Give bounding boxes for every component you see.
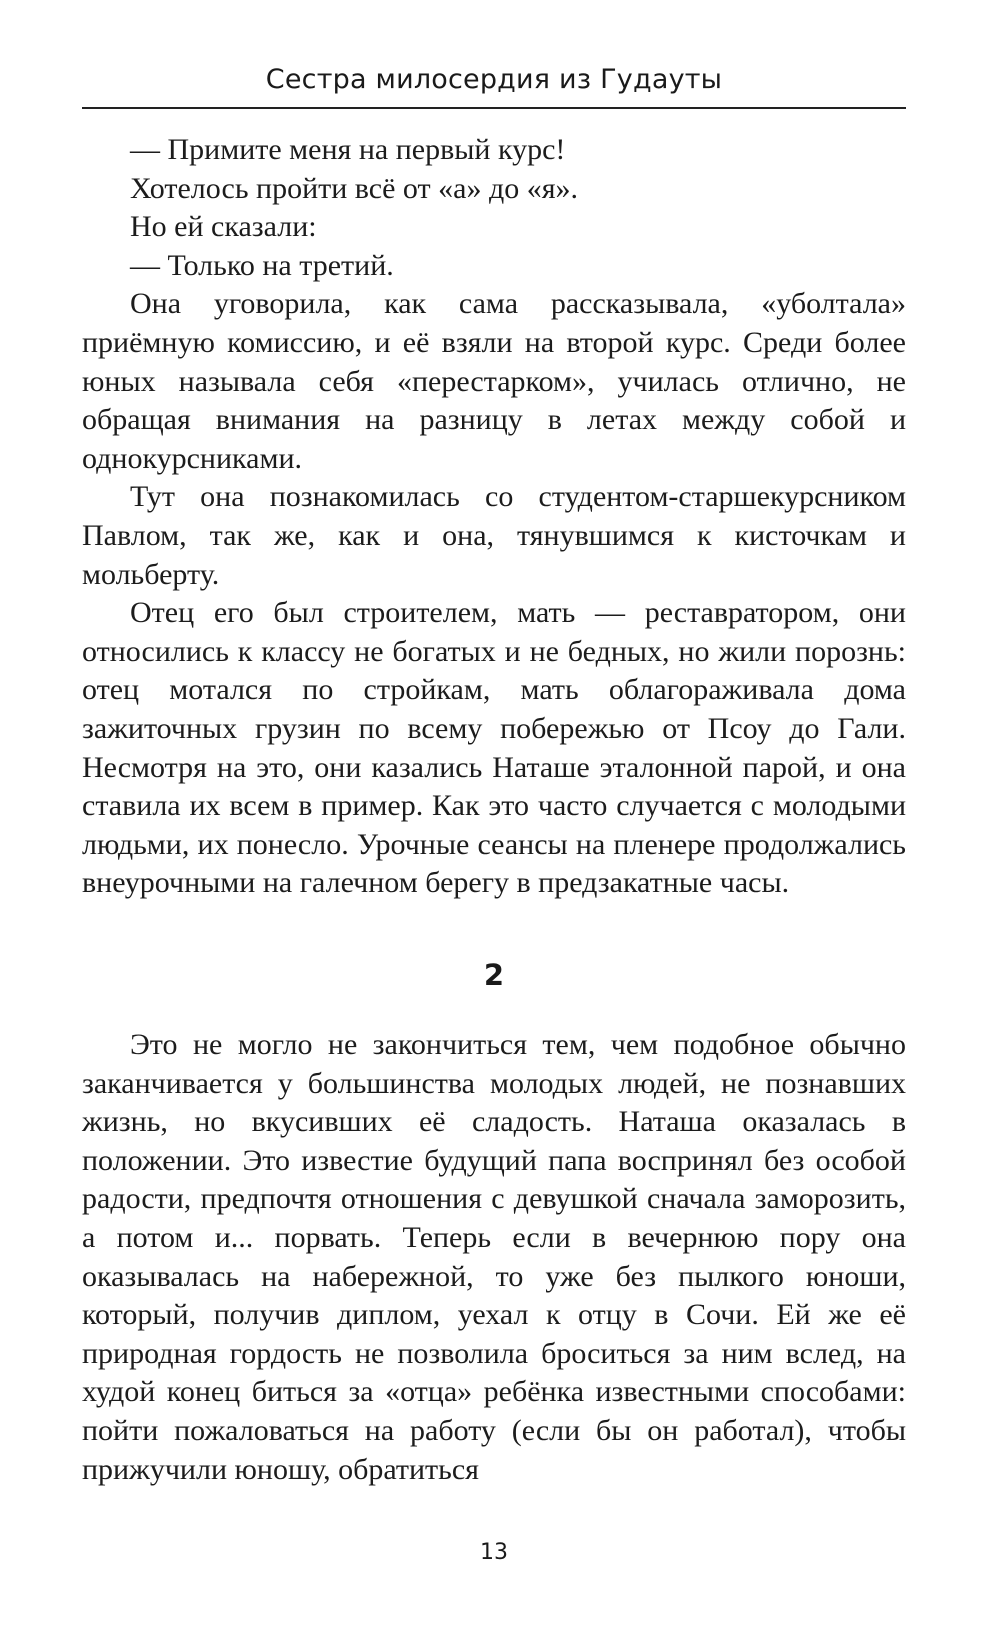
paragraph: — Только на третий. [130,248,394,282]
section-2-text [82,1026,906,1489]
page-number: 13 [480,1540,508,1565]
paragraph: Тут она познакомилась со студентом-старшекурсником Павлом, так же, как и она, тянувшимся к кисточкам и мольберту. [82,480,906,591]
section-number: 2 [483,958,505,992]
paragraph: Но ей сказали: [130,210,317,244]
header-rule [82,107,906,109]
paragraph: Хотелось пройти всё от «а» до «я». [130,171,579,205]
running-head: Сестра милосердия из Гудауты [265,64,723,95]
paragraph: Она уговорила, как сама рассказывала, «уболтала» приёмную комиссию, и её взяли на второй курс. Среди более юных называла себя «перестарком», училась отлично, не обращая внимания на разницу в летах между собой и однокурсниками. [82,287,906,475]
section-1-text [82,131,906,903]
paragraph: Это не могло не закончиться тем, чем подобное обычно заканчивается у большинства молодых людей, не познавших жизнь, но вкусивших её сладость. Наташа оказалась в положении. Это известие будущий папа воспринял без особой радости, предпочтя отношения с девушкой сначала заморозить, а потом и... порвать. Теперь если в вечернюю пору она оказывалась на набережной, то уже без пылкого юноши, который, получив диплом, уехал к отцу в Сочи. Ей же её природная гордость не позволила броситься за ним вслед, на худой конец биться за «отца» ребёнка известными способами: пойти пожаловаться на работу (если бы он работал), чтобы прижучили юношу, обратиться [82,1028,906,1486]
paragraph: Отец его был строителем, мать — реставратором, они относились к классу не богатых и не бедных, но жили порознь: отец мотался по стройкам, мать облагораживала дома зажиточных грузин по всему побережью от Псоу до Гали. Несмотря на это, они казались Наташе эталонной парой, и она ставила их всем в пример. Как это часто случается с молодыми людьми, их понесло. Урочные сеансы на пленере продолжались внеурочными на галечном берегу в предзакатные часы. [82,596,906,900]
paragraph: — Примите меня на первый курс! [130,133,566,166]
